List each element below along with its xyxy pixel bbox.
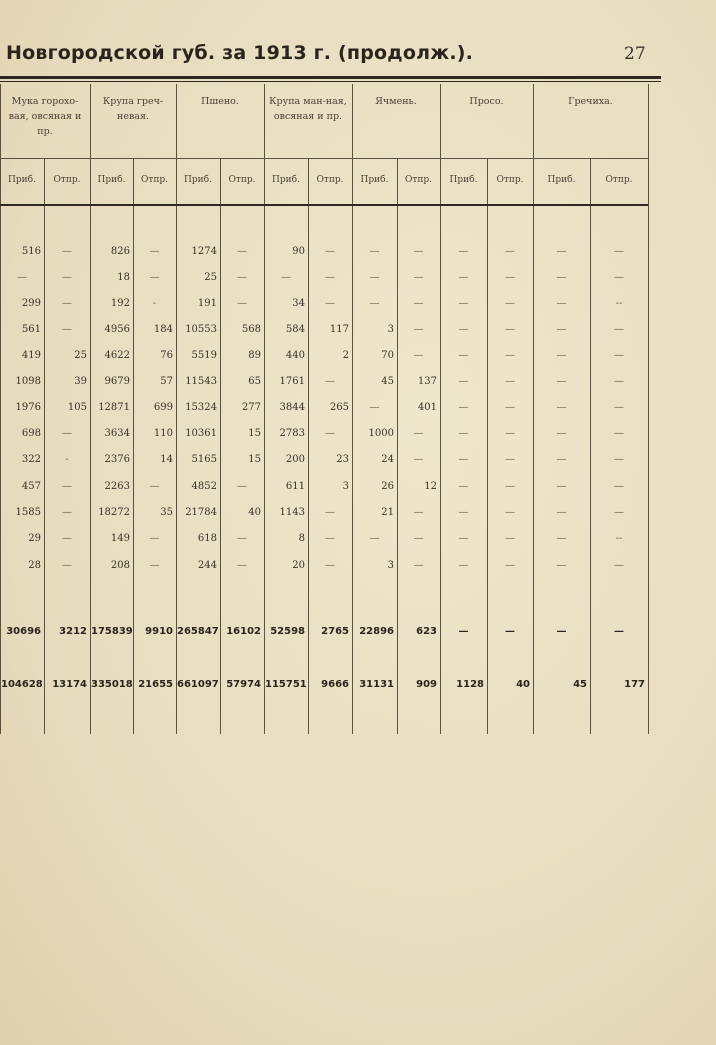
column-rule	[133, 158, 134, 734]
table-cell: —	[556, 560, 567, 571]
table-cell: —	[149, 560, 160, 571]
column-subheader: Приб.	[449, 175, 478, 185]
table-cell: —	[149, 533, 160, 544]
table-cell: 2765	[321, 626, 349, 637]
table-row	[0, 350, 650, 368]
table-row	[0, 507, 650, 525]
table-cell: 21655	[138, 679, 173, 690]
table-cell: 9679	[104, 376, 130, 387]
table-cell: —	[458, 272, 469, 283]
table-cell: —	[556, 481, 567, 492]
table-cell: —	[556, 402, 567, 413]
table-cell: —	[237, 481, 247, 492]
column-rule	[220, 158, 221, 734]
table-cell: —	[614, 507, 624, 518]
table-cell: —	[556, 626, 567, 637]
table-cell: —	[369, 533, 380, 544]
column-group-header: Гречиха.	[568, 96, 613, 107]
table-cell: 335018	[91, 679, 133, 690]
table-cell: —	[505, 481, 515, 492]
table-cell: 16102	[226, 626, 261, 637]
table-cell: 618	[197, 533, 217, 544]
table-cell: --	[615, 298, 623, 309]
table-cell: 561	[21, 324, 41, 335]
table-cell: 117	[329, 324, 349, 335]
table-cell: —	[62, 560, 72, 571]
table-cell: 115751	[265, 679, 307, 690]
table-cell: —	[458, 454, 469, 465]
table-cell: —	[237, 272, 247, 283]
column-subheader: Отпр.	[141, 175, 168, 185]
table-cell: 401	[417, 402, 437, 413]
table-cell: 1143	[279, 507, 305, 518]
table-cell: —	[281, 272, 291, 283]
table-cell: 57	[160, 376, 173, 387]
table-cell: 184	[153, 324, 173, 335]
table-cell: —	[413, 350, 424, 361]
table-cell: —	[325, 507, 335, 518]
table-cell: —	[614, 428, 624, 439]
column-rule	[308, 158, 309, 734]
table-cell: 89	[248, 350, 261, 361]
table-cell: —	[556, 376, 567, 387]
column-rule	[44, 158, 45, 734]
table-cell: —	[614, 481, 624, 492]
table-cell: —	[325, 272, 335, 283]
table-cell: 12	[424, 481, 437, 492]
table-cell: —	[413, 428, 424, 439]
table-cell: 4622	[104, 350, 130, 361]
table-cell: —	[458, 246, 469, 257]
table-cell: 57974	[226, 679, 261, 690]
table-row	[0, 272, 650, 290]
table-cell: —	[17, 272, 27, 283]
table-cell: 9666	[321, 679, 349, 690]
column-subheader: Приб.	[360, 175, 389, 185]
table-cell: 11543	[185, 376, 217, 387]
table-cell: 1585	[15, 507, 41, 518]
table-cell: —	[556, 350, 567, 361]
table-cell: 14	[160, 454, 173, 465]
table-row	[0, 428, 650, 446]
table-cell: 18272	[98, 507, 130, 518]
table-cell: —	[458, 507, 469, 518]
table-cell: 21784	[185, 507, 217, 518]
table-cell: 3	[387, 560, 394, 571]
table-cell: 1000	[368, 428, 394, 439]
table-cell: 31131	[359, 679, 394, 690]
table-cell: 1098	[15, 376, 41, 387]
column-group-header: Просо.	[469, 96, 504, 107]
table-cell: —	[62, 481, 72, 492]
table-cell: 23	[336, 454, 349, 465]
column-rule	[487, 158, 488, 734]
table-cell: 13174	[52, 679, 87, 690]
table-cell: —	[458, 626, 469, 637]
table-cell: —	[614, 350, 624, 361]
table-cell: —	[413, 507, 424, 518]
table-cell: 137	[417, 376, 437, 387]
table-cell: 3844	[279, 402, 305, 413]
table-cell: —	[505, 402, 515, 413]
table-cell: 698	[21, 428, 41, 439]
table-cell: 1976	[15, 402, 41, 413]
column-subheader: Приб.	[184, 175, 212, 185]
column-rule	[590, 158, 591, 734]
column-subheader: Отпр.	[228, 175, 256, 185]
table-cell: 200	[285, 454, 305, 465]
table-cell: 9910	[145, 626, 173, 637]
table-cell: 28	[28, 560, 41, 571]
table-cell: —	[556, 272, 567, 283]
table-cell: —	[458, 324, 469, 335]
table-cell: 419	[21, 350, 41, 361]
table-cell: 26	[381, 481, 394, 492]
column-group-header: Крупа греч-невая.	[102, 96, 164, 122]
table-cell: —	[614, 324, 624, 335]
table-cell: —	[237, 560, 247, 571]
column-subheader: Отпр.	[605, 175, 633, 185]
table-cell: 10361	[185, 428, 217, 439]
table-cell: 29	[28, 533, 41, 544]
table-cell: —	[237, 298, 247, 309]
table-cell: —	[505, 376, 515, 387]
top-rule	[0, 76, 661, 79]
table-cell: —	[325, 298, 335, 309]
table-cell: 65	[248, 376, 261, 387]
table-cell: 105	[67, 402, 87, 413]
table-cell: —	[413, 246, 424, 257]
table-cell: 40	[516, 679, 530, 690]
table-cell: —	[505, 272, 515, 283]
table-cell: —	[614, 626, 624, 637]
table-cell: —	[369, 298, 380, 309]
table-cell: —	[369, 402, 380, 413]
table-cell: 177	[624, 679, 645, 690]
table-cell: —	[458, 376, 469, 387]
column-subheader: Приб.	[97, 175, 126, 185]
table-cell: 322	[21, 454, 41, 465]
table-cell: 4956	[104, 324, 130, 335]
table-cell: 18	[117, 272, 130, 283]
table-cell: 76	[160, 350, 173, 361]
table-cell: 516	[21, 246, 41, 257]
table-row	[0, 454, 650, 472]
table-cell: 1274	[191, 246, 217, 257]
table-cell: —	[556, 507, 567, 518]
table-cell: —	[62, 246, 72, 257]
table-row	[0, 481, 650, 499]
table-cell: 265847	[177, 626, 219, 637]
table-cell: 208	[110, 560, 130, 571]
table-cell: 299	[21, 298, 41, 309]
table-row	[0, 298, 650, 316]
table-cell: —	[149, 246, 160, 257]
table-cell: —	[62, 298, 72, 309]
table-row	[0, 246, 650, 264]
table-cell: —	[325, 533, 335, 544]
table-cell: —	[505, 298, 515, 309]
table-cell: -	[152, 298, 157, 309]
table-cell: —	[505, 533, 515, 544]
table-cell: —	[556, 454, 567, 465]
total-row	[0, 679, 650, 697]
table-cell: 699	[153, 402, 173, 413]
table-cell: 70	[381, 350, 394, 361]
top-rule-thin	[0, 81, 661, 82]
table-cell: —	[505, 350, 515, 361]
table-cell: 611	[285, 481, 305, 492]
table-cell: —	[325, 560, 335, 571]
table-row	[0, 402, 650, 420]
table-cell: —	[458, 560, 469, 571]
table-cell: —	[325, 246, 335, 257]
table-cell: 4852	[191, 481, 217, 492]
table-cell: 2783	[279, 428, 305, 439]
table-cell: —	[325, 428, 335, 439]
table-cell: 149	[110, 533, 130, 544]
table-cell: 52598	[270, 626, 305, 637]
table-cell: —	[556, 428, 567, 439]
table-row	[0, 533, 650, 551]
table-cell: —	[458, 402, 469, 413]
table-cell: 2	[342, 350, 349, 361]
table-cell: —	[505, 454, 515, 465]
column-group-header: Крупа ман-ная, овсяная и пр.	[269, 96, 347, 122]
table-cell: —	[458, 481, 469, 492]
table-cell: 25	[204, 272, 217, 283]
table-cell: —	[556, 324, 567, 335]
column-subheader: Отпр.	[316, 175, 344, 185]
table-cell: 45	[381, 376, 394, 387]
table-cell: 10553	[185, 324, 217, 335]
table-cell: 45	[573, 679, 587, 690]
table-cell: —	[458, 428, 469, 439]
subheader-rule	[0, 158, 648, 159]
table-cell: 457	[21, 481, 41, 492]
table-row	[0, 376, 650, 394]
table-cell: —	[413, 560, 424, 571]
table-cell: 623	[416, 626, 437, 637]
table-cell: —	[237, 533, 247, 544]
table-cell: 3634	[104, 428, 130, 439]
table-cell: —	[413, 298, 424, 309]
table-cell: 661097	[177, 679, 219, 690]
column-group-header: Ячмень.	[375, 96, 417, 107]
header-bottom-rule	[0, 204, 648, 206]
table-cell: 277	[241, 402, 261, 413]
column-subheader: Отпр.	[405, 175, 432, 185]
column-subheader: Приб.	[8, 175, 36, 185]
table-cell: —	[505, 626, 515, 637]
table-cell: —	[458, 350, 469, 361]
table-cell: —	[614, 402, 624, 413]
table-cell: 21	[381, 507, 394, 518]
table-cell: —	[556, 533, 567, 544]
table-cell: 40	[248, 507, 261, 518]
table-cell: --	[615, 533, 623, 544]
column-subheader: Приб.	[547, 175, 576, 185]
table-cell: —	[413, 324, 424, 335]
table-cell: —	[556, 246, 567, 257]
table-cell: 12871	[98, 402, 130, 413]
table-cell: —	[369, 246, 380, 257]
table-cell: 584	[285, 324, 305, 335]
table-cell: 2263	[104, 481, 130, 492]
table-cell: —	[62, 272, 72, 283]
table-cell: 909	[416, 679, 437, 690]
table-cell: 15	[248, 454, 261, 465]
table-cell: —	[505, 560, 515, 571]
table-cell: —	[62, 324, 72, 335]
table-cell: 104628	[1, 679, 43, 690]
table-cell: 34	[292, 298, 305, 309]
table-cell: 30696	[6, 626, 41, 637]
table-cell: 24	[381, 454, 394, 465]
table-cell: 90	[292, 246, 305, 257]
table-cell: 3212	[59, 626, 87, 637]
table-cell: 22896	[359, 626, 394, 637]
table-cell: 2376	[104, 454, 130, 465]
table-cell: 826	[110, 246, 130, 257]
table-cell: —	[614, 246, 624, 257]
table-cell: 25	[74, 350, 87, 361]
table-cell: —	[505, 428, 515, 439]
column-subheader: Отпр.	[53, 175, 81, 185]
table-cell: —	[325, 376, 335, 387]
table-cell: 175839	[91, 626, 133, 637]
table-cell: —	[505, 246, 515, 257]
table-cell: —	[413, 272, 424, 283]
table-cell: —	[505, 507, 515, 518]
column-rule	[397, 158, 398, 734]
table-cell: —	[614, 454, 624, 465]
table-row	[0, 560, 650, 578]
table-cell: 568	[241, 324, 261, 335]
table-cell: —	[149, 272, 160, 283]
table-cell: —	[62, 428, 72, 439]
table-cell: —	[614, 376, 624, 387]
table-cell: 192	[110, 298, 130, 309]
table-cell: —	[62, 507, 72, 518]
table-cell: 5519	[191, 350, 217, 361]
page-title: Новгородской губ. за 1913 г. (продолж.).	[6, 42, 474, 64]
table-cell: —	[149, 481, 160, 492]
table-cell: —	[413, 533, 424, 544]
table-cell: —	[556, 298, 567, 309]
total-row	[0, 626, 650, 644]
column-group-header: Мука горохо-вая, овсяная и пр.	[8, 96, 82, 137]
table-cell: 3	[342, 481, 349, 492]
page-number: 27	[624, 44, 646, 64]
table-cell: 1128	[456, 679, 484, 690]
column-subheader: Приб.	[272, 175, 300, 185]
table-cell: 110	[153, 428, 173, 439]
table-cell: 15	[248, 428, 261, 439]
table-cell: —	[369, 272, 380, 283]
table-cell: 3	[387, 324, 394, 335]
table-cell: —	[614, 272, 624, 283]
table-cell: 5165	[191, 454, 217, 465]
table-cell: -	[65, 454, 69, 465]
table-cell: 244	[197, 560, 217, 571]
table-cell: —	[505, 324, 515, 335]
statistics-table	[0, 84, 650, 734]
table-cell: —	[62, 533, 72, 544]
table-cell: —	[413, 454, 424, 465]
table-cell: 191	[197, 298, 217, 309]
table-cell: 35	[160, 507, 173, 518]
column-group-header: Пшено.	[201, 96, 239, 107]
table-cell: 440	[285, 350, 305, 361]
table-cell: 1761	[279, 376, 305, 387]
table-cell: 265	[329, 402, 349, 413]
table-cell: 15324	[185, 402, 217, 413]
table-cell: —	[614, 560, 624, 571]
column-subheader: Отпр.	[496, 175, 524, 185]
table-cell: —	[458, 298, 469, 309]
table-cell: 39	[74, 376, 87, 387]
table-cell: —	[458, 533, 469, 544]
table-row	[0, 324, 650, 342]
table-cell: 20	[292, 560, 305, 571]
table-cell: —	[237, 246, 247, 257]
table-cell: 8	[298, 533, 305, 544]
